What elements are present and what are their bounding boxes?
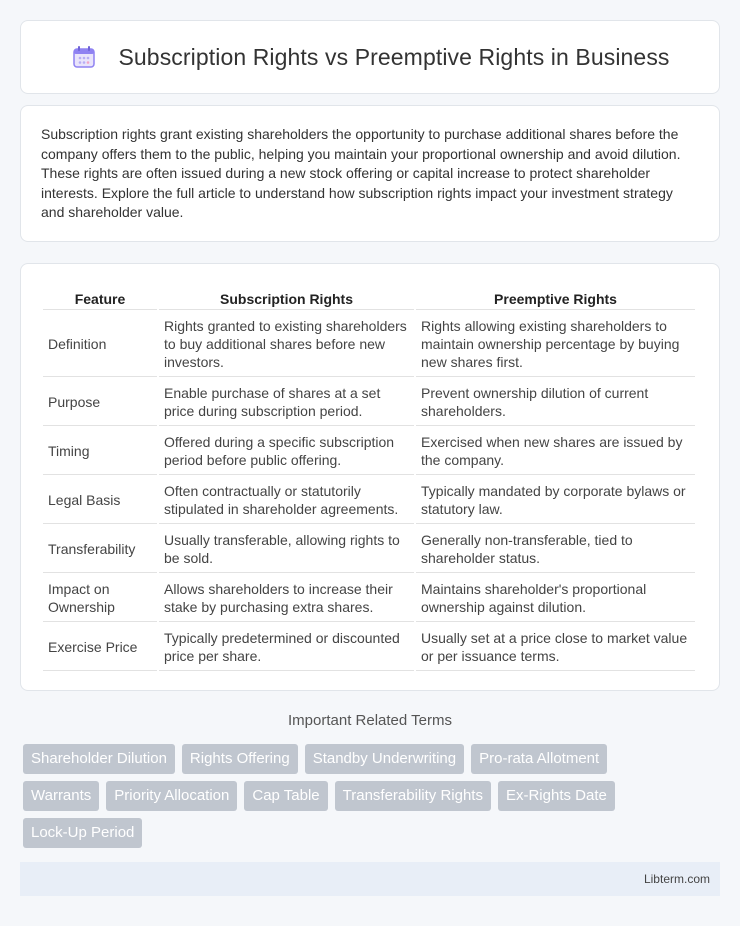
preemptive-cell: Generally non-transferable, tied to shareholder status.: [416, 526, 695, 573]
feature-cell: Transferability: [43, 526, 157, 573]
preemptive-cell: Maintains shareholder's proportional ownership against dilution.: [416, 575, 695, 622]
feature-cell: Exercise Price: [43, 624, 157, 671]
preemptive-cell: Rights allowing existing shareholders to maintain ownership percentage by buying new shares first.: [416, 312, 695, 377]
table-row: [43, 428, 695, 475]
subscription-cell: Allows shareholders to increase their stake by purchasing extra shares.: [159, 575, 414, 622]
page-title: Subscription Rights vs Preemptive Rights in Business: [118, 43, 670, 70]
tag-standby-underwriting[interactable]: Standby Underwriting: [305, 744, 464, 774]
calendar-icon: [70, 43, 98, 71]
table-row: [43, 526, 695, 573]
table-row: [43, 624, 695, 671]
subscription-cell: Usually transferable, allowing rights to be sold.: [159, 526, 414, 573]
subscription-cell: Rights granted to existing shareholders to buy additional shares before new investors.: [159, 312, 414, 377]
feature-cell: Timing: [43, 428, 157, 475]
table-row: [43, 575, 695, 622]
header-subscription: Subscription Rights: [159, 286, 414, 310]
tag-pro-rata-allotment[interactable]: Pro-rata Allotment: [471, 744, 607, 774]
tag-warrants[interactable]: Warrants: [23, 781, 99, 811]
comparison-table-card: [20, 263, 720, 691]
table-row: [43, 312, 695, 377]
related-terms-tags: [23, 744, 723, 855]
header-preemptive: Preemptive Rights: [416, 286, 695, 310]
comparison-table: [41, 284, 697, 673]
subscription-cell: Enable purchase of shares at a set price during subscription period.: [159, 379, 414, 426]
table-row: [43, 477, 695, 524]
tag-ex-rights-date[interactable]: Ex-Rights Date: [498, 781, 615, 811]
tag-cap-table[interactable]: Cap Table: [244, 781, 327, 811]
tag-shareholder-dilution[interactable]: Shareholder Dilution: [23, 744, 175, 774]
intro-text: Subscription rights grant existing shareholders the opportunity to purchase additional shares before the company offers them to the public, helping you maintain your proportional ownership and avoid dilution. These rights are often issued during a new stock offering or capital increase to protect shareholder interests. Explore the full article to understand how subscription rights impact your investment strategy and shareholder value.: [41, 126, 681, 220]
preemptive-cell: Typically mandated by corporate bylaws or statutory law.: [416, 477, 695, 524]
tag-lock-up-period[interactable]: Lock-Up Period: [23, 818, 142, 848]
feature-cell: Legal Basis: [43, 477, 157, 524]
feature-cell: Impact on Ownership: [43, 575, 157, 622]
title-card: [20, 20, 720, 94]
tag-transferability-rights[interactable]: Transferability Rights: [335, 781, 491, 811]
tag-rights-offering[interactable]: Rights Offering: [182, 744, 298, 774]
header-feature: Feature: [43, 286, 157, 310]
preemptive-cell: Prevent ownership dilution of current shareholders.: [416, 379, 695, 426]
feature-cell: Purpose: [43, 379, 157, 426]
footer: [20, 862, 720, 896]
intro-card: [20, 105, 720, 242]
related-terms-heading: Important Related Terms: [288, 712, 452, 729]
preemptive-cell: Usually set at a price close to market value or per issuance terms.: [416, 624, 695, 671]
table-row: [43, 379, 695, 426]
feature-cell: Definition: [43, 312, 157, 377]
subscription-cell: Typically predetermined or discounted price per share.: [159, 624, 414, 671]
subscription-cell: Offered during a specific subscription period before public offering.: [159, 428, 414, 475]
footer-site-link[interactable]: Libterm.com: [643, 872, 710, 886]
subscription-cell: Often contractually or statutorily stipulated in shareholder agreements.: [159, 477, 414, 524]
preemptive-cell: Exercised when new shares are issued by the company.: [416, 428, 695, 475]
tag-priority-allocation[interactable]: Priority Allocation: [106, 781, 237, 811]
